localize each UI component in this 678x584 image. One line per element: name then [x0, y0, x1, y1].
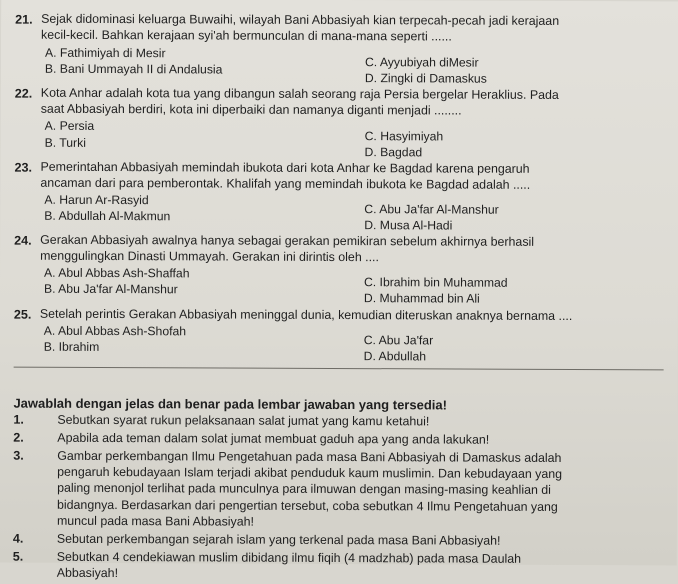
essay-text-line: Sebutkan syarat rukun pelaksanaan salat jumat yang kamu ketahui! [57, 412, 430, 429]
essay-number: 5. [12, 549, 24, 564]
option-d: D. Musa Al-Hadi [364, 218, 453, 233]
essay-text-line: pengaruh kebudayaan Islam terjadi akibat penduduk kaum muslimin. Dan kebudayaan yang [57, 464, 563, 482]
option-a: A. Abul Abbas Ash-Shaffah [44, 265, 190, 281]
option-c: C. Hasyimiyah [364, 129, 444, 144]
essay-text-line: Abbasiyah! [56, 566, 119, 581]
essay-text-line: Apabila ada teman dalam solat jumat membuat gaduh apa yang anda lakukan! [57, 430, 490, 447]
question-text-line: Setelah perintis Gerakan Abbasiyah meninggal dunia, kemudian diteruskan anaknya bernama .... [39, 306, 573, 324]
option-d: D. Zingki di Damaskus [364, 71, 487, 86]
essay-number: 1. [13, 412, 24, 427]
option-a: A. Fathimiyah di Mesir [44, 45, 166, 61]
option-c: C. Abu Ja'far [363, 333, 434, 348]
question-number: 23. [14, 160, 33, 175]
option-c: C. Ibrahim bin Muhammad [363, 275, 508, 290]
question-21 [1, 0, 678, 86]
option-d: D. Muhammad bin Ali [363, 291, 480, 306]
question-text-line: Gerakan Abbasiyah awalnya hanya sebagai gerakan pemikiran sebelum akhirnya berhasil [40, 232, 535, 249]
option-d: D. Abdullah [363, 349, 427, 364]
question-text-line: saat Abbasiyah berdiri, kota ini diperbaiki dan namanya diganti menjadi ........ [40, 101, 462, 118]
option-a: A. Abul Abbas Ash-Shofah [43, 323, 187, 339]
option-b: B. Turki [44, 135, 86, 150]
option-c: C. Abu Ja'far Al-Manshur [364, 202, 499, 217]
question-number: 24. [14, 233, 32, 248]
question-number: 25. [13, 307, 32, 322]
question-text-line: Kota Anhar adalah kota tua yang dibangun salah seorang raja Persia bergelar Heraklius. Pada [40, 85, 559, 102]
option-b: B. Abdullah Al-Makmun [44, 208, 171, 224]
question-text-line: Sejak didominasi keluarga Buwaihi, wilayah Bani Abbasiyah kian terpecah-pecah jadi kerajaan [41, 11, 560, 28]
essay-text-line: Gambar perkembangan Ilmu Pengetahuan pada masa Bani Abbasiyah di Damaskus adalah [57, 448, 562, 465]
option-b: B. Ibrahim [43, 339, 100, 354]
question-text-line: kecil-kecil. Bahkan kerajaan syi'ah bermunculan di mana-mana seperti ...... [41, 27, 452, 44]
essay-text-line: Sebutan perkembangan sejarah islam yang terkenal pada masa Bani Abbasiyah! [56, 531, 501, 548]
essay-number: 3. [13, 448, 24, 463]
essay-number: 2. [13, 430, 24, 445]
question-text-line: ancaman dari para pemberontak. Khalifah yang memindah ibukota ke Bagdad adalah ..... [40, 175, 531, 192]
question-number: 22. [14, 86, 33, 101]
question-number: 21. [15, 12, 33, 27]
option-b: B. Abu Ja'far Al-Manshur [43, 281, 178, 297]
essay-text-line: paling menonjol terlihat pada munculnya para ilmuwan dengan masing-masing keahlian di [57, 481, 551, 498]
option-c: C. Ayyubiyah diMesir [364, 55, 479, 70]
section-divider [14, 367, 664, 371]
option-a: A. Persia [44, 118, 95, 133]
question-text-line: Pemerintahan Abbasiyah memindah ibukota dari kota Anhar ke Bagdad karena pengaruh [40, 159, 530, 176]
essay-text-line: bidangnya. Berdasarkan dari pengertian tersebut, coba sebutkan 4 Ilmu Pengetahuan yang [56, 497, 558, 514]
essay-text-line: muncul pada masa Bani Abbasiyah! [56, 513, 254, 529]
essay-number: 4. [12, 531, 24, 546]
option-a: A. Harun Ar-Rasyid [44, 192, 149, 208]
option-b: B. Bani Ummayah II di Andalusia [44, 61, 223, 77]
essay-heading: Jawablah dengan jelas dan benar pada lembar jawaban yang tersedia! [13, 395, 447, 413]
essay-text-line: Sebutkan 4 cendekiawan muslim dibidang ilmu fiqih (4 madzhab) pada masa Daulah [56, 549, 522, 566]
option-d: D. Bagdad [364, 145, 423, 160]
question-text-line: menggulingkan Dinasti Ummayah. Gerakan ini dirintis oleh .... [40, 248, 379, 265]
